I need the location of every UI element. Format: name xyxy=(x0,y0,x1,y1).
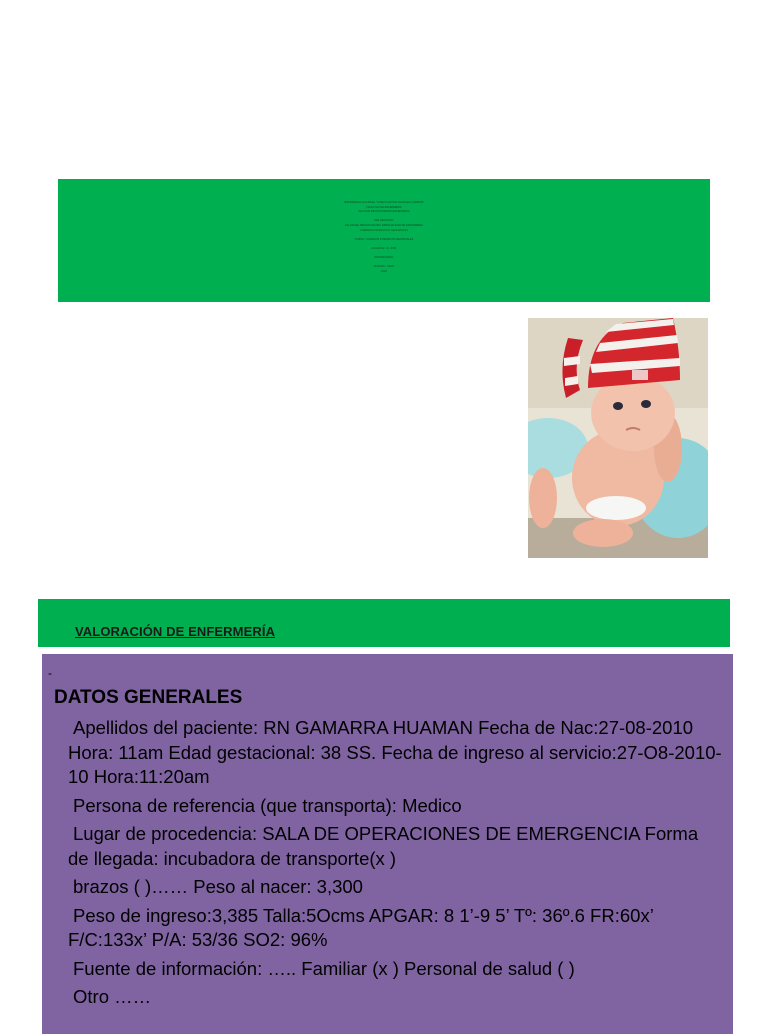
section-title: VALORACIÓN DE ENFERMERÍA xyxy=(75,624,276,639)
banner-line: SALUD DEL RECIEN NACIDO: ESPECIALIDAD DE ENFERMERIA xyxy=(344,223,424,227)
paragraph-reference-person: Persona de referencia (que transporta): Medico xyxy=(73,794,462,816)
paragraph-birth-weight: brazos ( )…… Peso al nacer: 3,300 xyxy=(73,876,363,897)
banner-line: DOCENTE: LIC. ENF. xyxy=(371,246,397,250)
banner-line: FACULTAD DE ENFERMERIA xyxy=(366,205,402,209)
banner-line: PAE NEONATAL xyxy=(374,219,394,223)
paragraph-patient-identity: Apellidos del paciente: RN GAMARRA HUAMAN Fecha de Nac:27-08-2010 Hora: 11am Edad gestacional: 38 SS. Fecha de ingreso al servicio:27-O8-2010-10 Hora:11:20am xyxy=(68,717,722,787)
section-header-bar xyxy=(38,599,730,647)
datos-generales-heading: DATOS GENERALES xyxy=(54,687,243,708)
banner-line: INTEGRANTES: xyxy=(374,256,394,260)
paragraph-vitals: Peso de ingreso:3,385 Talla:5Ocms APGAR: 8 1’-9 5’ Tº: 36º.6 FR:60x’ F/C:133x’ P/A: 53/36 SO2: 96% xyxy=(68,904,654,950)
banner-line: UNIVERSIDAD NACIONAL "JOSE FAUSTINO SANCHEZ CARRION" xyxy=(343,201,425,204)
banner-line: 2010 xyxy=(381,269,387,273)
banner-line: CUIDADOS INTENSIVOS NEONATALES xyxy=(360,228,408,232)
banner-line: HUACHO - PERU xyxy=(373,265,395,269)
banner-line: SECCION DE POSTGRADO ENFERMERIA xyxy=(358,210,410,214)
banner-line: CURSO: CUIDADOS INTENSIVOS NEONATALES xyxy=(354,237,414,241)
paragraph-other: Otro …… xyxy=(73,986,152,1007)
patient-data-text xyxy=(42,716,722,1014)
title-slide-banner xyxy=(58,179,710,302)
paragraph-info-source: Fuente de información: ….. Familiar (x ) Personal de salud ( ) xyxy=(73,957,575,979)
banner-tiny-text xyxy=(58,201,710,275)
dash-mark: - xyxy=(48,666,52,680)
paragraph-origin: Lugar de procedencia: SALA DE OPERACIONES DE EMERGENCIA Forma de llegada: incubadora de transporte(x ) xyxy=(68,823,699,869)
datos-generales-box xyxy=(42,654,733,1034)
baby-photo xyxy=(528,318,708,558)
